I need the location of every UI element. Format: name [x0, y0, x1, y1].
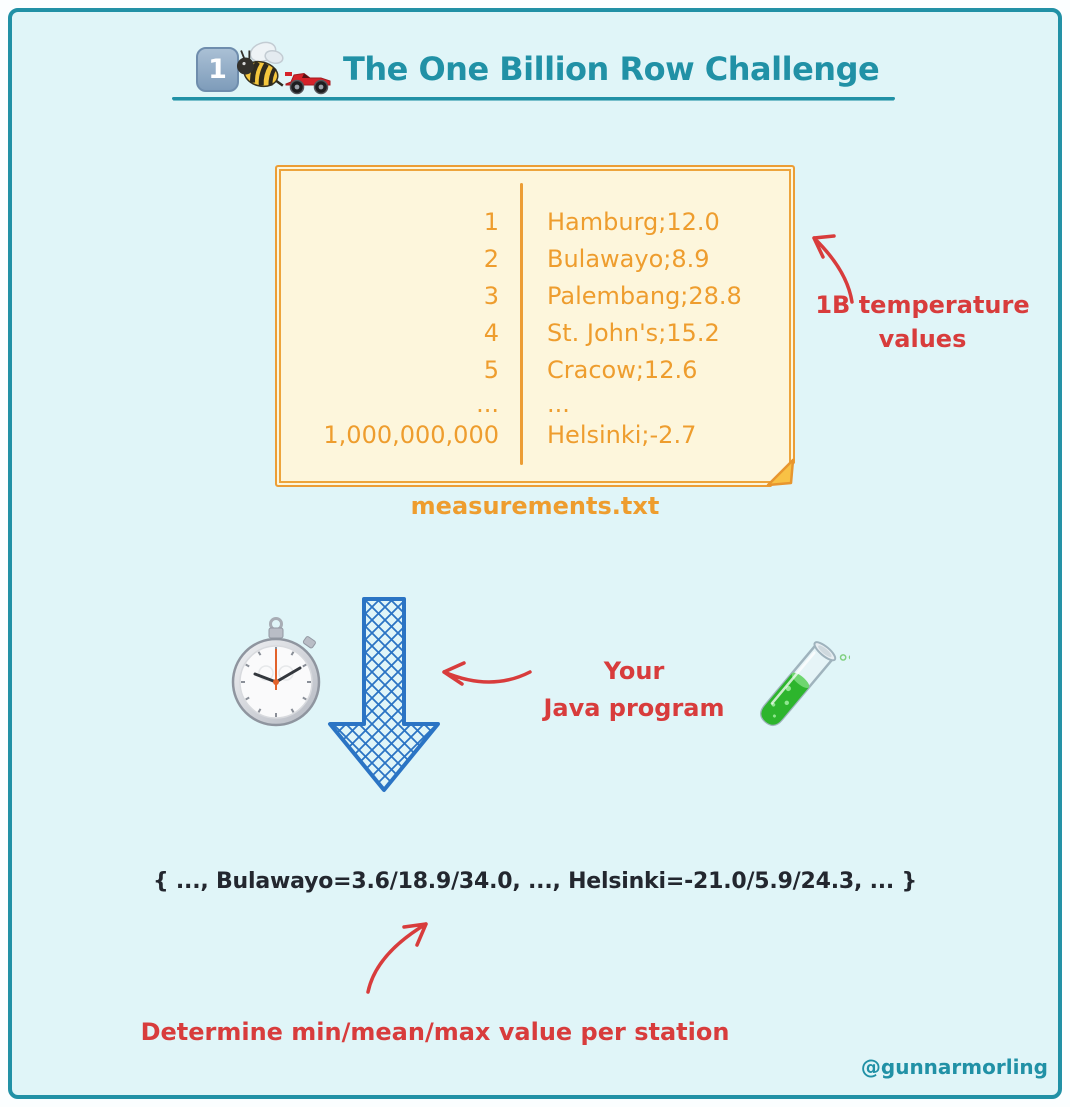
file-row	[277, 240, 793, 277]
file-row	[277, 314, 793, 351]
down-arrow	[320, 594, 450, 798]
line-value: St. John's;15.2	[547, 318, 720, 347]
arrow-to-down-arrow	[436, 648, 536, 694]
line-value: Palembang;28.8	[547, 281, 742, 310]
line-number: 1	[483, 207, 499, 236]
file-row	[277, 351, 793, 388]
bee-icon	[233, 38, 289, 96]
line-number: 5	[483, 355, 499, 384]
file-row	[277, 419, 793, 450]
java-program-label	[528, 653, 740, 727]
java-program-label-line2: Java program	[543, 694, 725, 722]
line-number: 1,000,000,000	[323, 420, 499, 449]
author-signature: @gunnarmorling	[860, 1055, 1048, 1079]
task-label: Determine min/mean/max value per station	[140, 1018, 730, 1046]
file-row-ellipsis	[277, 388, 793, 419]
line-number: 4	[483, 318, 499, 347]
input-size-label-line1: 1B temperature	[815, 291, 1030, 319]
line-value: ...	[547, 389, 570, 418]
measurements-file-card	[275, 165, 795, 487]
result-line: { ..., Bulawayo=3.6/18.9/34.0, ..., Helsinki=-21.0/5.9/24.3, ... }	[152, 869, 918, 894]
folded-corner	[762, 454, 796, 488]
title-underline	[172, 97, 895, 100]
page-title: The One Billion Row Challenge	[343, 50, 880, 88]
file-row	[277, 203, 793, 240]
file-row	[277, 277, 793, 314]
arrow-to-result	[352, 912, 444, 998]
line-value: Bulawayo;8.9	[547, 244, 710, 273]
line-value: Cracow;12.6	[547, 355, 698, 384]
line-number: ...	[476, 389, 499, 418]
input-size-label	[800, 288, 1045, 356]
line-value: Hamburg;12.0	[547, 207, 720, 236]
line-number: 2	[483, 244, 499, 273]
stopwatch-icon	[228, 616, 324, 730]
file-rows	[277, 203, 793, 450]
filename-label: measurements.txt	[410, 492, 660, 520]
test-tube-icon	[738, 626, 850, 746]
keycap-digit: 1	[208, 54, 227, 85]
input-size-label-line2: values	[878, 325, 967, 353]
line-value: Helsinki;-2.7	[547, 420, 697, 449]
racing-car-icon	[284, 64, 332, 96]
line-number: 3	[483, 281, 499, 310]
java-program-label-line1: Your	[603, 657, 665, 685]
